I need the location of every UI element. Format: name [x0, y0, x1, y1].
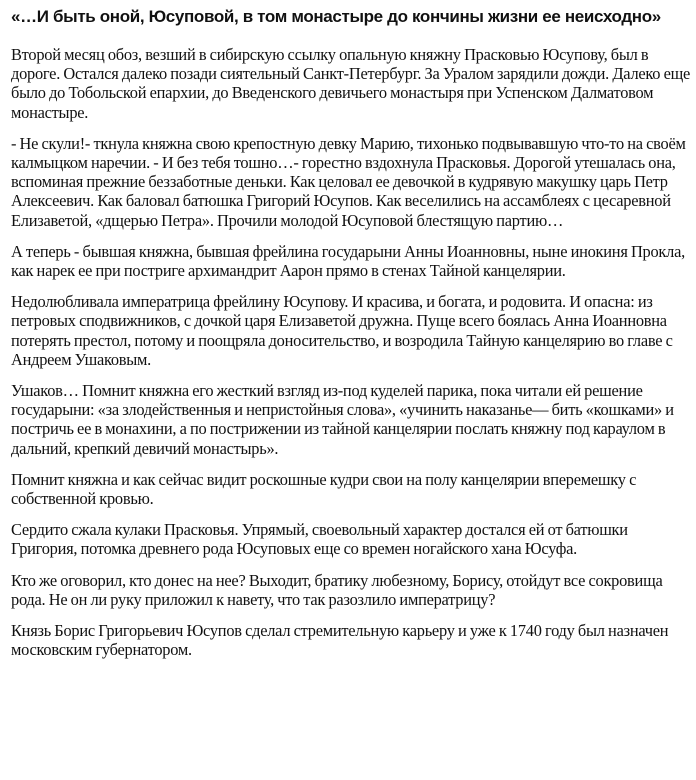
paragraph: А теперь - бывшая княжна, бывшая фрейлина государыни Анны Иоанновны, ныне инокиня Прокла, как нарек ее при постриге архимандрит Аарон прямо в стенах Тайной канцелярии.: [11, 241, 685, 281]
paragraph: Князь Борис Григорьевич Юсупов сделал стремительную карьеру и уже к 1740 году был назначен московским губернатором.: [11, 621, 669, 660]
paragraph: Сердито сжала кулаки Прасковья. Упрямый, своевольный характер достался ей от батюшки Григория, потомка древнего рода Юсуповых еще со времен ногайского хана Юсуфа.: [11, 520, 628, 559]
paragraph: Второй месяц обоз, везший в сибирскую ссылку опальную княжну Прасковью Юсупову, был в дороге. Остался далеко позади сиятельный Санкт-Петербург. За Уралом зарядили дожди. Далеко еще было до Тобольской епархии, до Введенского девичьего монастыря при Успенском Далматовом монастыре.: [11, 45, 690, 122]
paragraph: Ушаков… Помнит княжна его жесткий взгляд из-под куделей парика, пока читали ей решение государыни: «за злодейственныя и непристойныя слова», «учинить наказанье— бить «кошками» и постричь ее в монахини, а по пострижении из тайной канцелярии послать княжну под караулом в дальний, крепкий девичий монастырь».: [11, 381, 674, 458]
paragraph: Недолюбливала императрица фрейлину Юсупову. И красива, и богата, и родовита. И опасна: из петровых сподвижников, с дочкой царя Елизаветой дружна. Пуще всего боялась Анна Иоанновна потерять престол, потому и поощряла доносительство, и возродила Тайную канцелярию во главе с Андреем Ушаковым.: [11, 292, 673, 369]
paragraph: Помнит княжна и как сейчас видит роскошные кудри свои на полу канцелярии вперемешку с собственной кровью.: [11, 469, 637, 509]
paragraph: - Не скули!- ткнула княжна свою крепостную девку Марию, тихонько подвывавшую что-то на своём калмыцком наречии. - И без тебя тошно…- горестно вздохнула Прасковья. Дорогой утешалась она, вспоминая прежние беззаботные деньки. Как целовал ее девочкой в кудрявую макушку царь Петр Алексеевич. Как баловал батюшка Григорий Юсупов. Как веселились на ассамблеях с цесаревной Елизаветой, «дщерью Петра». Прочили молодой Юсуповой блестящую партию…: [11, 133, 686, 230]
paragraph: Кто же оговорил, кто донес на нее? Выходит, братику любезному, Борису, отойдут все сокровища рода. Не он ли руку приложил к навету, что так разозлило императрицу?: [11, 570, 663, 609]
article-title: «…И быть оной, Юсуповой, в том монастыре до кончины жизни ее неисходно»: [11, 7, 661, 26]
